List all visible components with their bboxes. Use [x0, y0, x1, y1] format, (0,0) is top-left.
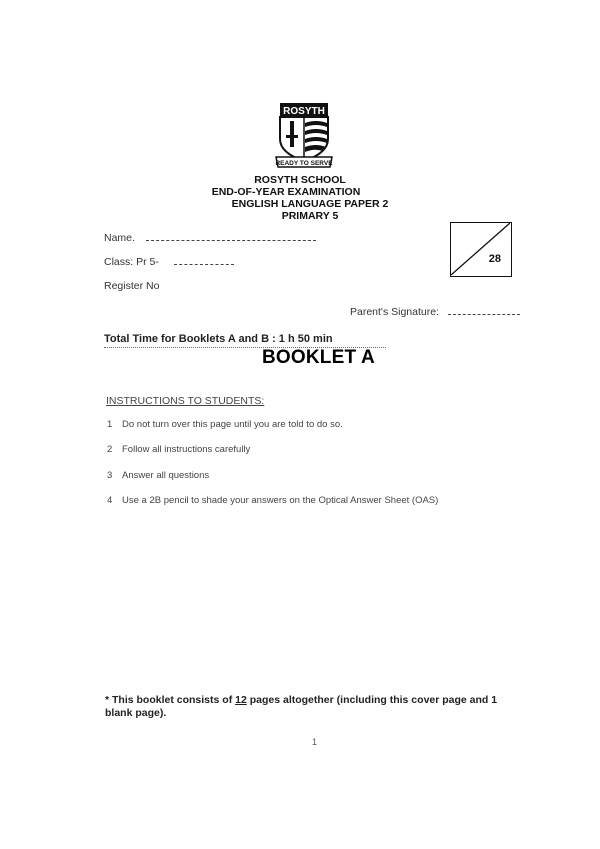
signature-line[interactable]	[448, 314, 520, 315]
name-line[interactable]	[146, 240, 316, 241]
paper-title: ENGLISH LANGUAGE PAPER 2	[231, 198, 389, 210]
exam-title: END-OF-YEAR EXAMINATION	[211, 186, 361, 198]
instruction-number: 2	[107, 444, 113, 455]
class-label: Class: Pr 5-	[104, 256, 159, 268]
instruction-item	[107, 444, 250, 455]
class-field[interactable]	[104, 256, 234, 268]
booklet-title: BOOKLET A	[262, 347, 375, 368]
class-line[interactable]	[174, 264, 234, 265]
svg-text:ROSYTH: ROSYTH	[283, 106, 325, 117]
name-field[interactable]	[104, 232, 316, 244]
instruction-number: 3	[107, 470, 113, 481]
instruction-item	[107, 470, 209, 481]
booklet-note	[105, 694, 515, 720]
instruction-text: Do not turn over this page until you are told to do so.	[122, 419, 343, 430]
instruction-text: Follow all instructions carefully	[122, 444, 251, 455]
note-prefix: * This booklet consists of	[105, 694, 236, 706]
note-suffix: pages altogether (including this cover page and 1 blank page).	[105, 694, 498, 719]
school-crest	[274, 101, 334, 171]
level-title: PRIMARY 5	[281, 210, 339, 222]
parent-signature-label: Parent's Signature:	[350, 306, 439, 318]
page-count: 12	[235, 694, 247, 706]
instruction-item	[107, 495, 438, 506]
total-time: Total Time for Booklets A and B : 1 h 50 min	[104, 333, 333, 345]
svg-text:READY TO SERVE: READY TO SERVE	[275, 160, 333, 167]
parent-signature-field[interactable]	[350, 306, 520, 318]
instruction-text: Answer all questions	[122, 470, 210, 481]
instructions-heading: INSTRUCTIONS TO STUDENTS:	[106, 395, 265, 407]
total-marks: 28	[488, 253, 501, 265]
register-label: Register No	[104, 280, 160, 292]
name-label: Name.	[104, 232, 135, 244]
page-number: 1	[312, 737, 318, 747]
instruction-item	[107, 419, 343, 430]
school-name: ROSYTH SCHOOL	[254, 174, 346, 186]
instruction-text: Use a 2B pencil to shade your answers on the Optical Answer Sheet (OAS)	[122, 495, 439, 506]
score-box	[450, 222, 512, 277]
instruction-number: 4	[107, 495, 113, 506]
instruction-number: 1	[107, 419, 113, 430]
register-field[interactable]	[104, 280, 159, 292]
